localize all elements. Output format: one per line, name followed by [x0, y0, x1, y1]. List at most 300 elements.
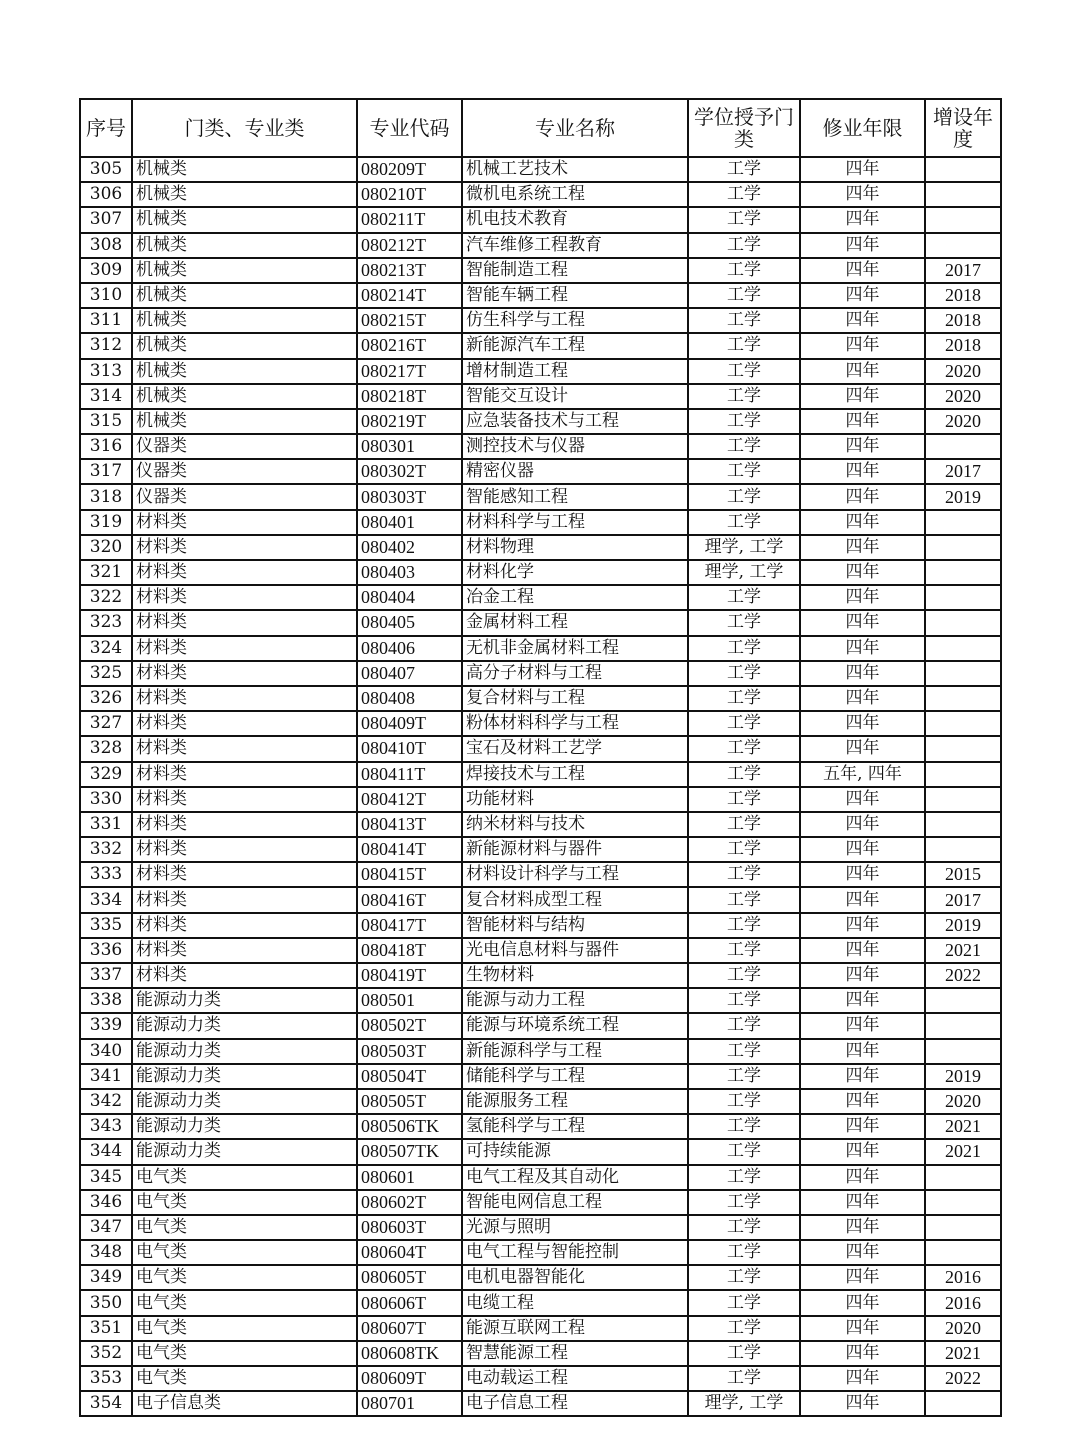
cell-serial: 321 — [80, 560, 132, 585]
cell-years: 四年 — [800, 258, 925, 283]
cell-serial: 308 — [80, 233, 132, 258]
cell-category: 材料类 — [132, 938, 357, 963]
cell-category: 机械类 — [132, 384, 357, 409]
cell-major-name: 功能材料 — [462, 787, 688, 812]
cell-serial: 329 — [80, 762, 132, 787]
table-row — [80, 736, 1001, 761]
cell-serial: 324 — [80, 636, 132, 661]
cell-serial: 325 — [80, 661, 132, 686]
cell-years: 四年 — [800, 1391, 925, 1416]
cell-degree: 工学 — [688, 459, 800, 484]
cell-code: 080602T — [357, 1190, 462, 1215]
cell-major-name: 复合材料成型工程 — [462, 887, 688, 912]
cell-degree: 工学 — [688, 484, 800, 509]
cell-years: 四年 — [800, 1064, 925, 1089]
table-row — [80, 1215, 1001, 1240]
cell-year-added — [925, 686, 1001, 711]
cell-category: 机械类 — [132, 283, 357, 308]
table-row — [80, 484, 1001, 509]
cell-degree: 理学, 工学 — [688, 1391, 800, 1416]
cell-year-added — [925, 182, 1001, 207]
cell-category: 材料类 — [132, 535, 357, 560]
cell-serial: 332 — [80, 837, 132, 862]
cell-year-added: 2019 — [925, 913, 1001, 938]
table-row — [80, 308, 1001, 333]
cell-serial: 349 — [80, 1265, 132, 1290]
cell-serial: 310 — [80, 283, 132, 308]
cell-year-added — [925, 1013, 1001, 1038]
cell-code: 080303T — [357, 484, 462, 509]
cell-serial: 334 — [80, 887, 132, 912]
cell-year-added — [925, 434, 1001, 459]
cell-year-added: 2017 — [925, 887, 1001, 912]
cell-code: 080601 — [357, 1165, 462, 1190]
cell-category: 电气类 — [132, 1341, 357, 1366]
cell-year-added: 2020 — [925, 359, 1001, 384]
table-row — [80, 1265, 1001, 1290]
cell-category: 能源动力类 — [132, 1139, 357, 1164]
cell-years: 四年 — [800, 1165, 925, 1190]
table-row — [80, 182, 1001, 207]
cell-category: 材料类 — [132, 762, 357, 787]
cell-major-name: 新能源汽车工程 — [462, 333, 688, 358]
header-code: 专业代码 — [357, 99, 462, 157]
cell-category: 材料类 — [132, 610, 357, 635]
cell-years: 四年 — [800, 963, 925, 988]
cell-year-added — [925, 233, 1001, 258]
cell-degree: 工学 — [688, 1215, 800, 1240]
cell-major-name: 无机非金属材料工程 — [462, 636, 688, 661]
cell-years: 四年 — [800, 686, 925, 711]
cell-category: 能源动力类 — [132, 1013, 357, 1038]
cell-category: 电子信息类 — [132, 1391, 357, 1416]
cell-category: 材料类 — [132, 963, 357, 988]
cell-serial: 351 — [80, 1316, 132, 1341]
table-row — [80, 787, 1001, 812]
cell-years: 四年 — [800, 636, 925, 661]
header-serial: 序号 — [80, 99, 132, 157]
cell-degree: 工学 — [688, 333, 800, 358]
cell-year-added: 2018 — [925, 283, 1001, 308]
cell-serial: 307 — [80, 207, 132, 232]
cell-major-name: 能源服务工程 — [462, 1089, 688, 1114]
cell-category: 材料类 — [132, 837, 357, 862]
cell-degree: 工学 — [688, 762, 800, 787]
cell-year-added — [925, 1215, 1001, 1240]
cell-year-added — [925, 661, 1001, 686]
cell-serial: 353 — [80, 1366, 132, 1391]
table-row — [80, 711, 1001, 736]
cell-major-name: 高分子材料与工程 — [462, 661, 688, 686]
cell-year-added — [925, 1391, 1001, 1416]
cell-years: 四年 — [800, 938, 925, 963]
table-row — [80, 1064, 1001, 1089]
cell-code: 080415T — [357, 862, 462, 887]
cell-major-name: 材料化学 — [462, 560, 688, 585]
table-row — [80, 157, 1001, 182]
cell-years: 四年 — [800, 1013, 925, 1038]
cell-year-added — [925, 636, 1001, 661]
cell-years: 四年 — [800, 535, 925, 560]
cell-year-added: 2021 — [925, 1139, 1001, 1164]
cell-degree: 工学 — [688, 585, 800, 610]
table-row — [80, 333, 1001, 358]
cell-category: 电气类 — [132, 1190, 357, 1215]
table-header — [80, 99, 1001, 157]
cell-years: 四年 — [800, 1290, 925, 1315]
cell-year-added — [925, 711, 1001, 736]
cell-major-name: 仿生科学与工程 — [462, 308, 688, 333]
cell-code: 080607T — [357, 1316, 462, 1341]
cell-serial: 315 — [80, 409, 132, 434]
cell-major-name: 能源与环境系统工程 — [462, 1013, 688, 1038]
cell-serial: 347 — [80, 1215, 132, 1240]
cell-year-added — [925, 787, 1001, 812]
cell-code: 080209T — [357, 157, 462, 182]
cell-years: 四年 — [800, 1316, 925, 1341]
table-row — [80, 359, 1001, 384]
cell-code: 080410T — [357, 736, 462, 761]
cell-major-name: 光源与照明 — [462, 1215, 688, 1240]
cell-serial: 348 — [80, 1240, 132, 1265]
cell-code: 080409T — [357, 711, 462, 736]
cell-year-added: 2017 — [925, 258, 1001, 283]
cell-degree: 工学 — [688, 1190, 800, 1215]
cell-years: 四年 — [800, 308, 925, 333]
cell-serial: 323 — [80, 610, 132, 635]
table-row — [80, 1089, 1001, 1114]
cell-code: 080405 — [357, 610, 462, 635]
table-row — [80, 963, 1001, 988]
cell-category: 机械类 — [132, 233, 357, 258]
cell-code: 080501 — [357, 988, 462, 1013]
cell-major-name: 智能材料与结构 — [462, 913, 688, 938]
cell-code: 080217T — [357, 359, 462, 384]
cell-years: 四年 — [800, 862, 925, 887]
table-row — [80, 862, 1001, 887]
cell-code: 080214T — [357, 283, 462, 308]
cell-major-name: 智能电网信息工程 — [462, 1190, 688, 1215]
cell-year-added: 2020 — [925, 384, 1001, 409]
table-row — [80, 434, 1001, 459]
cell-degree: 工学 — [688, 963, 800, 988]
cell-years: 四年 — [800, 1089, 925, 1114]
table-row — [80, 1341, 1001, 1366]
table-row — [80, 610, 1001, 635]
cell-code: 080604T — [357, 1240, 462, 1265]
cell-major-name: 新能源材料与器件 — [462, 837, 688, 862]
cell-year-added: 2022 — [925, 1366, 1001, 1391]
cell-category: 机械类 — [132, 409, 357, 434]
cell-degree: 工学 — [688, 182, 800, 207]
cell-years: 四年 — [800, 207, 925, 232]
cell-year-added — [925, 585, 1001, 610]
cell-code: 080414T — [357, 837, 462, 862]
cell-degree: 工学 — [688, 384, 800, 409]
cell-serial: 333 — [80, 862, 132, 887]
cell-code: 080404 — [357, 585, 462, 610]
cell-major-name: 电气工程与智能控制 — [462, 1240, 688, 1265]
cell-code: 080608TK — [357, 1341, 462, 1366]
cell-degree: 工学 — [688, 1240, 800, 1265]
cell-year-added: 2017 — [925, 459, 1001, 484]
cell-years: 四年 — [800, 661, 925, 686]
cell-major-name: 材料设计科学与工程 — [462, 862, 688, 887]
cell-category: 材料类 — [132, 661, 357, 686]
cell-year-added — [925, 762, 1001, 787]
table-row — [80, 1290, 1001, 1315]
cell-years: 四年 — [800, 1190, 925, 1215]
cell-code: 080418T — [357, 938, 462, 963]
cell-major-name: 精密仪器 — [462, 459, 688, 484]
table-row — [80, 233, 1001, 258]
cell-serial: 306 — [80, 182, 132, 207]
cell-years: 四年 — [800, 1240, 925, 1265]
table-row — [80, 283, 1001, 308]
cell-degree: 工学 — [688, 787, 800, 812]
table-row — [80, 1240, 1001, 1265]
cell-year-added: 2016 — [925, 1265, 1001, 1290]
cell-degree: 工学 — [688, 510, 800, 535]
cell-category: 能源动力类 — [132, 988, 357, 1013]
cell-serial: 331 — [80, 812, 132, 837]
cell-degree: 工学 — [688, 711, 800, 736]
cell-category: 机械类 — [132, 182, 357, 207]
cell-category: 材料类 — [132, 913, 357, 938]
cell-years: 四年 — [800, 988, 925, 1013]
cell-category: 电气类 — [132, 1366, 357, 1391]
table-row — [80, 762, 1001, 787]
header-study-years: 修业年限 — [800, 99, 925, 157]
cell-major-name: 电机电器智能化 — [462, 1265, 688, 1290]
cell-code: 080417T — [357, 913, 462, 938]
cell-degree: 工学 — [688, 812, 800, 837]
cell-years: 四年 — [800, 510, 925, 535]
cell-major-name: 测控技术与仪器 — [462, 434, 688, 459]
cell-degree: 工学 — [688, 157, 800, 182]
table-row — [80, 686, 1001, 711]
table-row — [80, 510, 1001, 535]
cell-year-added: 2020 — [925, 409, 1001, 434]
cell-code: 080503T — [357, 1039, 462, 1064]
cell-major-name: 机械工艺技术 — [462, 157, 688, 182]
cell-major-name: 智能交互设计 — [462, 384, 688, 409]
cell-year-added: 2020 — [925, 1089, 1001, 1114]
table-row — [80, 1139, 1001, 1164]
cell-category: 电气类 — [132, 1240, 357, 1265]
cell-code: 080211T — [357, 207, 462, 232]
cell-year-added: 2020 — [925, 1316, 1001, 1341]
cell-year-added: 2019 — [925, 1064, 1001, 1089]
cell-serial: 336 — [80, 938, 132, 963]
cell-year-added: 2018 — [925, 308, 1001, 333]
table-row — [80, 207, 1001, 232]
cell-category: 材料类 — [132, 686, 357, 711]
cell-serial: 352 — [80, 1341, 132, 1366]
cell-year-added — [925, 535, 1001, 560]
cell-serial: 312 — [80, 333, 132, 358]
cell-years: 四年 — [800, 182, 925, 207]
cell-serial: 316 — [80, 434, 132, 459]
cell-major-name: 宝石及材料工艺学 — [462, 736, 688, 761]
cell-year-added — [925, 988, 1001, 1013]
table-row — [80, 887, 1001, 912]
table-row — [80, 1190, 1001, 1215]
table-row — [80, 384, 1001, 409]
cell-serial: 314 — [80, 384, 132, 409]
cell-category: 仪器类 — [132, 434, 357, 459]
cell-degree: 工学 — [688, 233, 800, 258]
cell-years: 四年 — [800, 610, 925, 635]
table-row — [80, 812, 1001, 837]
cell-serial: 342 — [80, 1089, 132, 1114]
cell-serial: 346 — [80, 1190, 132, 1215]
cell-code: 080406 — [357, 636, 462, 661]
cell-degree: 工学 — [688, 207, 800, 232]
cell-category: 能源动力类 — [132, 1089, 357, 1114]
cell-category: 能源动力类 — [132, 1039, 357, 1064]
cell-degree: 工学 — [688, 1165, 800, 1190]
cell-major-name: 智能感知工程 — [462, 484, 688, 509]
cell-years: 四年 — [800, 1366, 925, 1391]
cell-code: 080502T — [357, 1013, 462, 1038]
cell-code: 080412T — [357, 787, 462, 812]
table-row — [80, 1366, 1001, 1391]
header-category: 门类、专业类 — [132, 99, 357, 157]
cell-serial: 319 — [80, 510, 132, 535]
cell-years: 四年 — [800, 585, 925, 610]
cell-degree: 工学 — [688, 1290, 800, 1315]
table-row — [80, 636, 1001, 661]
cell-years: 四年 — [800, 1114, 925, 1139]
cell-major-name: 储能科学与工程 — [462, 1064, 688, 1089]
cell-degree: 工学 — [688, 1265, 800, 1290]
cell-serial: 339 — [80, 1013, 132, 1038]
cell-category: 机械类 — [132, 359, 357, 384]
table-row — [80, 560, 1001, 585]
cell-major-name: 电气工程及其自动化 — [462, 1165, 688, 1190]
cell-degree: 理学, 工学 — [688, 560, 800, 585]
cell-major-name: 微机电系统工程 — [462, 182, 688, 207]
cell-category: 材料类 — [132, 636, 357, 661]
cell-year-added: 2018 — [925, 333, 1001, 358]
cell-degree: 工学 — [688, 988, 800, 1013]
cell-serial: 343 — [80, 1114, 132, 1139]
cell-years: 四年 — [800, 711, 925, 736]
cell-code: 080212T — [357, 233, 462, 258]
table-row — [80, 1114, 1001, 1139]
cell-category: 材料类 — [132, 510, 357, 535]
cell-year-added — [925, 157, 1001, 182]
cell-year-added — [925, 610, 1001, 635]
cell-serial: 318 — [80, 484, 132, 509]
cell-years: 四年 — [800, 1039, 925, 1064]
cell-degree: 工学 — [688, 258, 800, 283]
table-row — [80, 938, 1001, 963]
cell-code: 080603T — [357, 1215, 462, 1240]
table-row — [80, 459, 1001, 484]
cell-years: 四年 — [800, 736, 925, 761]
cell-category: 材料类 — [132, 862, 357, 887]
table-row — [80, 988, 1001, 1013]
cell-serial: 320 — [80, 535, 132, 560]
cell-year-added — [925, 510, 1001, 535]
cell-major-name: 汽车维修工程教育 — [462, 233, 688, 258]
table-row — [80, 1165, 1001, 1190]
cell-serial: 330 — [80, 787, 132, 812]
cell-years: 五年, 四年 — [800, 762, 925, 787]
cell-serial: 311 — [80, 308, 132, 333]
cell-major-name: 氢能科学与工程 — [462, 1114, 688, 1139]
cell-category: 机械类 — [132, 258, 357, 283]
cell-year-added — [925, 1165, 1001, 1190]
cell-year-added — [925, 736, 1001, 761]
table-row — [80, 913, 1001, 938]
cell-major-name: 增材制造工程 — [462, 359, 688, 384]
cell-major-name: 光电信息材料与器件 — [462, 938, 688, 963]
table-row — [80, 661, 1001, 686]
cell-years: 四年 — [800, 812, 925, 837]
cell-code: 080419T — [357, 963, 462, 988]
cell-degree: 工学 — [688, 1114, 800, 1139]
cell-serial: 350 — [80, 1290, 132, 1315]
cell-code: 080701 — [357, 1391, 462, 1416]
cell-code: 080413T — [357, 812, 462, 837]
cell-serial: 354 — [80, 1391, 132, 1416]
cell-degree: 工学 — [688, 1089, 800, 1114]
cell-code: 080402 — [357, 535, 462, 560]
cell-major-name: 材料科学与工程 — [462, 510, 688, 535]
cell-category: 电气类 — [132, 1165, 357, 1190]
cell-year-added: 2022 — [925, 963, 1001, 988]
table-body — [80, 157, 1001, 1416]
cell-years: 四年 — [800, 434, 925, 459]
cell-year-added — [925, 1039, 1001, 1064]
cell-major-name: 应急装备技术与工程 — [462, 409, 688, 434]
cell-major-name: 生物材料 — [462, 963, 688, 988]
cell-code: 080218T — [357, 384, 462, 409]
cell-category: 材料类 — [132, 736, 357, 761]
cell-major-name: 可持续能源 — [462, 1139, 688, 1164]
cell-serial: 305 — [80, 157, 132, 182]
cell-degree: 工学 — [688, 1013, 800, 1038]
cell-code: 080215T — [357, 308, 462, 333]
cell-category: 机械类 — [132, 207, 357, 232]
cell-code: 080606T — [357, 1290, 462, 1315]
cell-year-added: 2016 — [925, 1290, 1001, 1315]
cell-category: 机械类 — [132, 157, 357, 182]
cell-serial: 328 — [80, 736, 132, 761]
cell-years: 四年 — [800, 1215, 925, 1240]
table-row — [80, 409, 1001, 434]
cell-years: 四年 — [800, 359, 925, 384]
cell-serial: 337 — [80, 963, 132, 988]
cell-serial: 326 — [80, 686, 132, 711]
table-row — [80, 1316, 1001, 1341]
table-row — [80, 1013, 1001, 1038]
cell-year-added: 2021 — [925, 1341, 1001, 1366]
cell-degree: 工学 — [688, 887, 800, 912]
table-row — [80, 258, 1001, 283]
cell-category: 电气类 — [132, 1290, 357, 1315]
cell-year-added: 2015 — [925, 862, 1001, 887]
cell-major-name: 金属材料工程 — [462, 610, 688, 635]
cell-code: 080411T — [357, 762, 462, 787]
cell-degree: 工学 — [688, 359, 800, 384]
cell-year-added — [925, 812, 1001, 837]
cell-code: 080506TK — [357, 1114, 462, 1139]
header-major-name: 专业名称 — [462, 99, 688, 157]
